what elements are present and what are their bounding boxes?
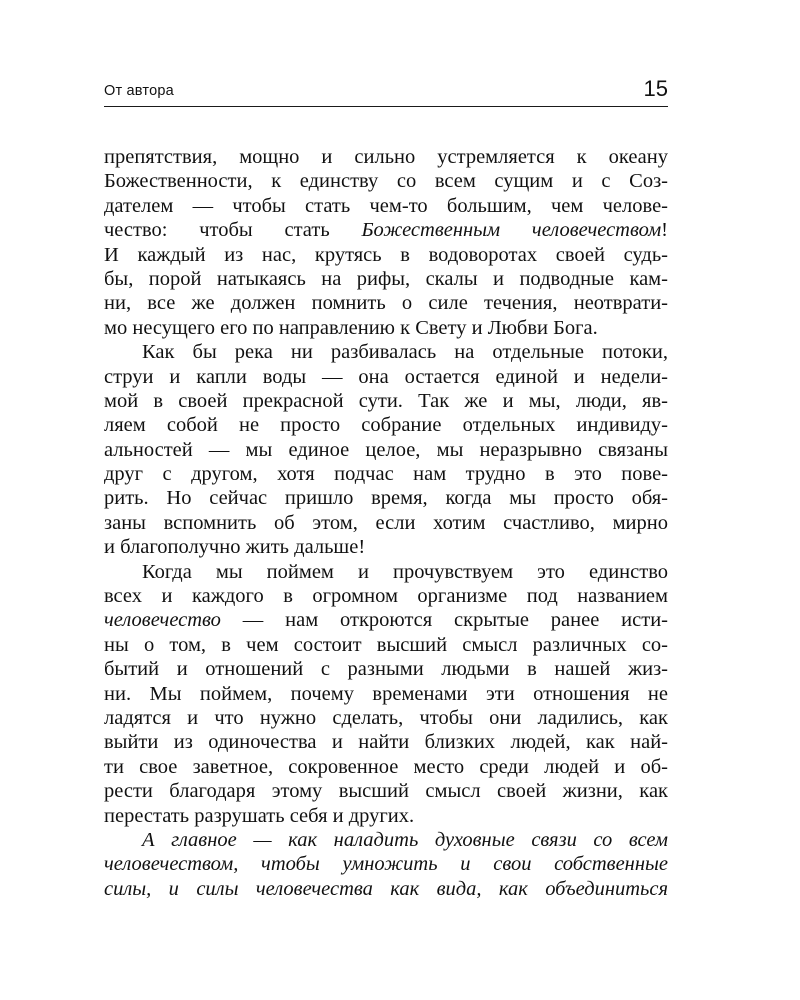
text-line: ти свое заветное, сокровенное место среди людей и об- bbox=[104, 755, 668, 778]
text-line: ны о том, в чем состоит высший смысл различных со- bbox=[104, 633, 668, 656]
text-line: бытий и отношений с разными людьми в нашей жиз- bbox=[104, 658, 668, 681]
text-line: рести благодаря этому высший смысл своей жизни, как bbox=[104, 780, 668, 803]
text-line: дателем — чтобы стать чем-то большим, чем челове- bbox=[104, 194, 668, 217]
text-fragment: ! bbox=[661, 219, 668, 242]
emphasis: Божественным человечеством bbox=[361, 219, 662, 242]
emphasis: человечество bbox=[104, 609, 221, 632]
running-title: От автора bbox=[104, 83, 174, 99]
text-line: ляем собой не просто собрание отдельных индивиду- bbox=[104, 414, 668, 437]
text-line bbox=[104, 218, 668, 242]
text-line: друг с другом, хотя подчас нам трудно в это пове- bbox=[104, 463, 668, 486]
text-fragment: — нам откроются скрытые ранее исти- bbox=[220, 609, 668, 632]
text-line: заны вспомнить об этом, если хотим счастливо, мирно bbox=[104, 511, 668, 534]
text-line: Когда мы поймем и прочувствуем это единство bbox=[142, 560, 668, 583]
text-line: мой в своей прекрасной сути. Так же и мы, люди, яв- bbox=[104, 389, 668, 412]
text-line: ладятся и что нужно сделать, чтобы они ладились, как bbox=[104, 706, 668, 729]
text-line: силы, и силы человечества как вида, как объединиться bbox=[104, 877, 668, 900]
text-line: А главное — как наладить духовные связи со всем bbox=[142, 828, 668, 851]
text-line: Божественности, к единству со всем сущим и с Соз- bbox=[104, 170, 668, 193]
text-line: Как бы река ни разбивалась на отдельные потоки, bbox=[142, 341, 668, 364]
text-line: мо несущего его по направлению к Свету и Любви Бога. bbox=[104, 316, 598, 339]
text-line: перестать разрушать себя и других. bbox=[104, 804, 415, 827]
text-line: рить. Но сейчас пришло время, когда мы просто обя- bbox=[104, 487, 668, 510]
text-line: выйти из одиночества и найти близких людей, как най- bbox=[104, 731, 668, 754]
text-fragment: чество: чтобы стать bbox=[104, 219, 362, 242]
page-header bbox=[104, 76, 668, 106]
text-line: ни. Мы поймем, почему временами эти отношения не bbox=[104, 682, 668, 705]
page-number: 15 bbox=[643, 76, 668, 101]
text-line: бы, порой натыкаясь на рифы, скалы и подводные кам- bbox=[104, 267, 668, 290]
text-line: человечеством, чтобы умножить и свои собственные bbox=[104, 853, 668, 876]
text-line: ни, все же должен помнить о силе течения, неотврати- bbox=[104, 292, 668, 315]
body-text bbox=[104, 145, 668, 901]
text-line: препятствия, мощно и сильно устремляется к океану bbox=[104, 146, 668, 168]
text-line: И каждый из нас, крутясь в водоворотах своей судь- bbox=[104, 243, 668, 266]
text-line: всех и каждого в огромном организме под названием bbox=[104, 585, 668, 608]
text-line: струи и капли воды — она остается единой и недели- bbox=[104, 365, 668, 388]
header-divider bbox=[104, 106, 668, 107]
text-line: альностей — мы единое целое, мы неразрывно связаны bbox=[104, 438, 668, 461]
text-line bbox=[104, 608, 668, 632]
text-line: и благополучно жить дальше! bbox=[104, 536, 366, 559]
